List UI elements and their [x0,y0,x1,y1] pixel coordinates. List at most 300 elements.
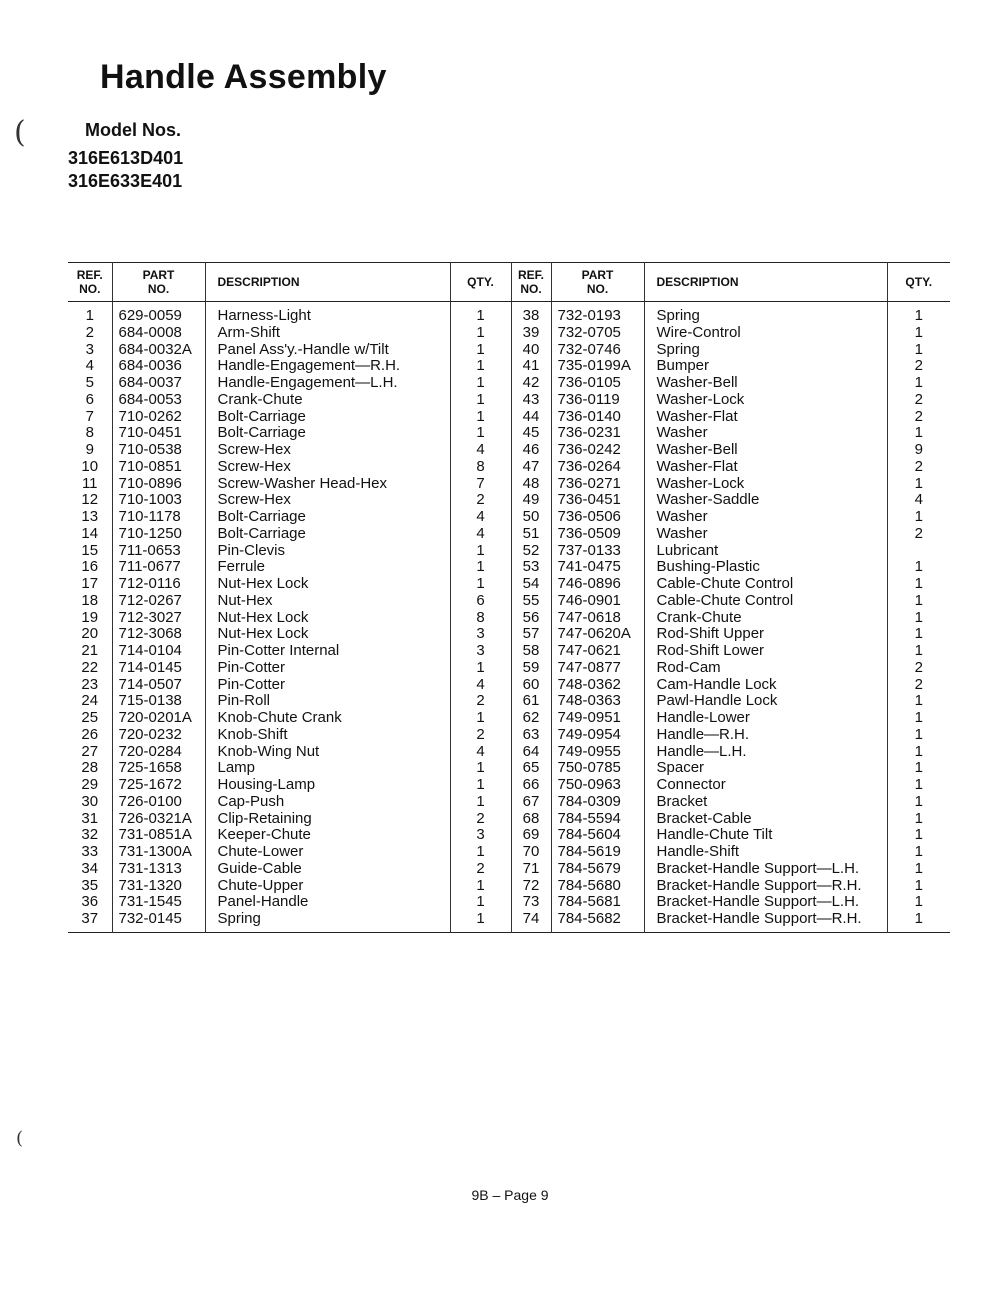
qty-cell: 1 [450,710,511,727]
description-cell: Washer-Bell [644,375,887,392]
part-no-cell: 710-0451 [112,425,205,442]
part-no-header: PART NO. [551,263,644,302]
part-no-cell: 726-0321A [112,811,205,828]
description-cell: Pawl-Handle Lock [644,693,887,710]
description-cell: Screw-Hex [205,492,450,509]
qty-cell: 1 [887,911,950,932]
qty-cell: 1 [887,325,950,342]
qty-cell: 1 [450,660,511,677]
qty-cell: 2 [887,526,950,543]
table-row [68,744,950,761]
description-cell: Screw-Hex [205,459,450,476]
qty-cell: 1 [887,777,950,794]
scan-mark: ( [14,115,26,150]
table-row [68,358,950,375]
qty-cell: 2 [887,392,950,409]
part-no-cell: 750-0785 [551,760,644,777]
description-cell: Harness-Light [205,302,450,325]
ref-no-cell: 69 [511,827,551,844]
part-no-cell: 710-1250 [112,526,205,543]
qty-cell: 3 [450,626,511,643]
part-no-cell: 732-0145 [112,911,205,932]
ref-no-cell: 51 [511,526,551,543]
part-no-cell: 731-1545 [112,894,205,911]
qty-cell: 1 [887,827,950,844]
qty-cell: 1 [450,543,511,560]
part-no-cell: 748-0363 [551,693,644,710]
description-cell: Spacer [644,760,887,777]
ref-no-cell: 73 [511,894,551,911]
part-no-cell: 684-0036 [112,358,205,375]
part-no-cell: 784-5594 [551,811,644,828]
part-no-cell: 736-0242 [551,442,644,459]
ref-no-cell: 17 [81,576,99,592]
qty-cell: 4 [887,492,950,509]
table-row [68,794,950,811]
part-no-cell: 784-5681 [551,894,644,911]
description-cell: Guide-Cable [205,861,450,878]
qty-cell: 1 [887,760,950,777]
description-cell: Bumper [644,358,887,375]
ref-no-cell: 59 [511,660,551,677]
description-cell: Washer [644,425,887,442]
ref-no-cell: 70 [511,844,551,861]
ref-no-cell: 71 [511,861,551,878]
ref-no-cell: 68 [511,811,551,828]
part-no-cell: 725-1658 [112,760,205,777]
qty-cell: 1 [450,576,511,593]
qty-cell: 1 [450,894,511,911]
part-no-cell: 710-1178 [112,509,205,526]
ref-no-cell: 5 [85,375,94,391]
table-row [68,878,950,895]
part-no-cell: 731-1313 [112,861,205,878]
ref-no-cell: 23 [81,676,99,693]
description-cell: Pin-Cotter [205,660,450,677]
ref-no-cell: 74 [511,911,551,932]
part-no-cell: 732-0705 [551,325,644,342]
part-no-cell: 711-0677 [112,559,205,576]
ref-no-cell: 27 [81,743,99,760]
ref-no-cell: 50 [511,509,551,526]
description-cell: Rod-Shift Lower [644,643,887,660]
description-cell: Clip-Retaining [205,811,450,828]
description-cell: Wire-Control [644,325,887,342]
qty-cell: 3 [450,643,511,660]
description-cell: Lamp [205,760,450,777]
part-no-cell: 712-0116 [112,576,205,593]
table-row [68,643,950,660]
ref-no-cell: 55 [511,593,551,610]
description-cell: Bolt-Carriage [205,409,450,426]
ref-no-cell: 37 [81,911,99,927]
description-cell: Screw-Washer Head-Hex [205,476,450,493]
part-no-cell: 749-0951 [551,710,644,727]
part-no-cell: 712-3027 [112,610,205,627]
ref-no-cell: 13 [81,509,99,525]
ref-no-cell: 72 [511,878,551,895]
part-no-cell: 710-0896 [112,476,205,493]
ref-no-header: REF. NO. [511,263,551,302]
description-cell: Pin-Roll [205,693,450,710]
ref-no-cell: 65 [511,760,551,777]
part-no-cell: 720-0201A [112,710,205,727]
part-no-cell: 714-0104 [112,643,205,660]
qty-cell: 1 [450,392,511,409]
table-row [68,459,950,476]
description-cell: Crank-Chute [644,610,887,627]
table-row [68,760,950,777]
part-no-cell: 712-0267 [112,593,205,610]
description-cell: Nut-Hex Lock [205,576,450,593]
qty-cell: 4 [450,677,511,694]
table-row [68,442,950,459]
model-number: 316E633E401 [68,171,183,191]
table-row [68,811,950,828]
part-no-cell: 629-0059 [112,302,205,325]
part-no-cell: 741-0475 [551,559,644,576]
ref-no-cell: 49 [511,492,551,509]
ref-no-cell: 35 [81,877,99,894]
ref-no-cell: 39 [511,325,551,342]
ref-no-cell: 66 [511,777,551,794]
part-no-cell: 710-0851 [112,459,205,476]
ref-no-cell: 2 [85,324,94,341]
ref-no-cell: 30 [81,793,99,810]
table-row [68,302,950,325]
ref-no-cell: 61 [511,693,551,710]
qty-cell: 2 [887,459,950,476]
ref-no-cell: 6 [85,391,94,408]
ref-no-cell: 41 [511,358,551,375]
part-no-cell: 784-5619 [551,844,644,861]
ref-no-cell: 56 [511,610,551,627]
ref-no-cell: 15 [81,542,99,559]
ref-no-cell: 28 [81,760,99,777]
qty-cell: 1 [887,844,950,861]
description-cell: Handle-Engagement—R.H. [205,358,450,375]
part-no-cell: 736-0506 [551,509,644,526]
ref-no-cell: 7 [85,408,94,425]
description-cell: Screw-Hex [205,442,450,459]
part-no-cell: 710-1003 [112,492,205,509]
part-no-cell: 731-0851A [112,827,205,844]
ref-no-cell: 47 [511,459,551,476]
description-cell: Pin-Clevis [205,543,450,560]
part-no-cell: 746-0896 [551,576,644,593]
part-no-header: PART NO. [112,263,205,302]
ref-no-cell: 45 [511,425,551,442]
description-cell: Cap-Push [205,794,450,811]
ref-no-cell: 67 [511,794,551,811]
part-no-cell: 746-0901 [551,593,644,610]
description-cell: Bracket-Handle Support—L.H. [644,861,887,878]
table-row [68,476,950,493]
table-row [68,559,950,576]
description-cell: Cam-Handle Lock [644,677,887,694]
part-no-cell: 732-0746 [551,342,644,359]
ref-no-cell: 38 [511,302,551,325]
part-no-cell: 784-5682 [551,911,644,932]
part-no-cell: 732-0193 [551,302,644,325]
qty-header: QTY. [450,263,511,302]
qty-cell: 1 [887,342,950,359]
part-no-cell: 714-0145 [112,660,205,677]
table-row [68,844,950,861]
ref-no-cell: 58 [511,643,551,660]
qty-cell: 1 [887,476,950,493]
ref-no-cell: 20 [81,626,99,643]
table-row [68,543,950,560]
table-row [68,342,950,359]
part-no-cell: 736-0509 [551,526,644,543]
qty-cell: 1 [450,358,511,375]
part-no-cell: 737-0133 [551,543,644,560]
table-row [68,492,950,509]
table-row [68,593,950,610]
ref-no-cell: 52 [511,543,551,560]
description-cell: Knob-Wing Nut [205,744,450,761]
qty-cell: 1 [887,593,950,610]
part-no-cell: 711-0653 [112,543,205,560]
qty-cell: 1 [450,342,511,359]
qty-cell: 1 [887,302,950,325]
qty-cell: 1 [887,610,950,627]
part-no-cell: 710-0262 [112,409,205,426]
qty-cell: 2 [450,492,511,509]
ref-no-cell: 42 [511,375,551,392]
description-cell: Panel-Handle [205,894,450,911]
model-number: 316E613D401 [68,148,184,168]
description-cell: Bracket-Cable [644,811,887,828]
qty-cell: 1 [887,559,950,576]
ref-no-cell: 19 [81,609,99,626]
part-no-cell: 725-1672 [112,777,205,794]
ref-no-cell: 9 [85,442,94,458]
qty-cell: 2 [450,861,511,878]
description-cell: Ferrule [205,559,450,576]
description-cell: Washer [644,526,887,543]
qty-cell: 1 [887,744,950,761]
part-no-cell: 736-0119 [551,392,644,409]
part-no-cell: 750-0963 [551,777,644,794]
qty-cell: 2 [887,409,950,426]
ref-no-cell: 44 [511,409,551,426]
table-row [68,827,950,844]
part-no-cell: 749-0955 [551,744,644,761]
ref-no-cell: 31 [81,810,99,827]
ref-no-cell: 46 [511,442,551,459]
part-no-cell: 720-0284 [112,744,205,761]
qty-cell: 1 [887,794,950,811]
table-header-row [68,263,950,302]
description-cell: Knob-Chute Crank [205,710,450,727]
table-row [68,727,950,744]
ref-no-cell: 48 [511,476,551,493]
description-cell: Nut-Hex Lock [205,610,450,627]
ref-no-cell: 33 [81,844,99,860]
part-no-cell: 736-0231 [551,425,644,442]
qty-cell: 1 [887,710,950,727]
ref-no-cell: 36 [81,894,99,911]
description-cell: Handle—L.H. [644,744,887,761]
qty-cell: 3 [450,827,511,844]
description-cell: Spring [644,342,887,359]
qty-cell: 6 [450,593,511,610]
ref-no-cell: 54 [511,576,551,593]
description-cell: Bracket-Handle Support—L.H. [644,894,887,911]
part-no-cell: 684-0032A [112,342,205,359]
table-row [68,409,950,426]
qty-cell: 8 [450,459,511,476]
description-header: DESCRIPTION [644,263,887,302]
table-row [68,677,950,694]
description-cell: Pin-Cotter [205,677,450,694]
part-no-cell: 784-5680 [551,878,644,895]
qty-cell: 2 [887,660,950,677]
qty-cell: 2 [450,727,511,744]
qty-cell: 1 [887,878,950,895]
ref-no-cell: 53 [511,559,551,576]
description-cell: Bolt-Carriage [205,425,450,442]
part-no-cell: 748-0362 [551,677,644,694]
part-no-cell: 726-0100 [112,794,205,811]
ref-no-cell: 26 [81,726,99,743]
ref-no-cell: 14 [81,525,99,542]
qty-cell: 2 [887,358,950,375]
table-row [68,626,950,643]
ref-no-cell: 18 [81,592,99,609]
qty-cell: 2 [450,811,511,828]
description-cell: Connector [644,777,887,794]
description-cell: Chute-Upper [205,878,450,895]
ref-no-cell: 10 [81,458,99,475]
table-row [68,325,950,342]
table-row [68,894,950,911]
part-no-cell: 747-0620A [551,626,644,643]
qty-cell: 1 [450,559,511,576]
description-cell: Handle-Lower [644,710,887,727]
part-no-cell: 747-0618 [551,610,644,627]
description-cell: Knob-Shift [205,727,450,744]
qty-cell: 1 [450,794,511,811]
qty-cell: 1 [887,727,950,744]
table-row [68,526,950,543]
qty-cell: 1 [887,375,950,392]
table-row [68,911,950,932]
page-title: Handle Assembly [100,58,387,96]
ref-no-cell: 29 [81,777,99,793]
table-row [68,425,950,442]
ref-no-header: REF. NO. [68,263,112,302]
part-no-cell: 736-0140 [551,409,644,426]
description-cell: Washer-Saddle [644,492,887,509]
qty-cell: 1 [887,894,950,911]
qty-cell: 1 [450,325,511,342]
description-cell: Arm-Shift [205,325,450,342]
part-no-cell: 784-5679 [551,861,644,878]
part-no-cell: 712-3068 [112,626,205,643]
description-cell: Spring [644,302,887,325]
ref-no-cell: 24 [81,693,99,710]
qty-cell: 1 [887,576,950,593]
model-numbers-label: Model Nos. [85,120,182,140]
table-row [68,710,950,727]
description-cell: Washer-Bell [644,442,887,459]
description-cell: Handle—R.H. [644,727,887,744]
qty-cell: 1 [887,643,950,660]
description-cell: Nut-Hex Lock [205,626,450,643]
description-cell: Nut-Hex [205,593,450,610]
qty-cell: 1 [450,760,511,777]
description-cell: Washer-Lock [644,476,887,493]
part-no-cell: 747-0621 [551,643,644,660]
ref-no-cell: 40 [511,342,551,359]
qty-cell: 1 [450,777,511,794]
qty-header: QTY. [887,263,950,302]
table-row [68,861,950,878]
ref-no-cell: 34 [81,860,99,877]
part-no-cell: 736-0105 [551,375,644,392]
qty-cell: 1 [450,844,511,861]
description-cell: Washer [644,509,887,526]
qty-cell: 1 [450,911,511,932]
qty-cell: 8 [450,610,511,627]
description-header: DESCRIPTION [205,263,450,302]
ref-no-cell: 43 [511,392,551,409]
part-no-cell: 784-0309 [551,794,644,811]
ref-no-cell: 25 [81,710,99,726]
description-cell: Chute-Lower [205,844,450,861]
part-no-cell: 731-1320 [112,878,205,895]
part-no-cell: 784-5604 [551,827,644,844]
part-no-cell: 735-0199A [551,358,644,375]
qty-cell [887,543,950,560]
description-cell: Washer-Lock [644,392,887,409]
qty-cell: 9 [887,442,950,459]
ref-no-cell: 4 [85,358,94,375]
qty-cell: 1 [887,811,950,828]
description-cell: Rod-Shift Upper [644,626,887,643]
table-row [68,375,950,392]
ref-no-cell: 1 [85,307,94,324]
table-row [68,509,950,526]
description-cell: Housing-Lamp [205,777,450,794]
part-no-cell: 720-0232 [112,727,205,744]
part-no-cell: 749-0954 [551,727,644,744]
table-row [68,392,950,409]
description-cell: Bracket-Handle Support—R.H. [644,878,887,895]
qty-cell: 4 [450,744,511,761]
qty-cell: 1 [887,626,950,643]
ref-no-cell: 57 [511,626,551,643]
qty-cell: 7 [450,476,511,493]
qty-cell: 1 [450,302,511,325]
description-cell: Bracket [644,794,887,811]
page-footer: 9B – Page 9 [471,1187,549,1203]
part-no-cell: 684-0037 [112,375,205,392]
description-cell: Cable-Chute Control [644,593,887,610]
description-cell: Handle-Chute Tilt [644,827,887,844]
table-row [68,610,950,627]
qty-cell: 4 [450,509,511,526]
qty-cell: 2 [450,693,511,710]
scan-mark: ( [16,1128,24,1149]
ref-no-cell: 62 [511,710,551,727]
part-no-cell: 715-0138 [112,693,205,710]
ref-no-cell: 21 [81,643,99,659]
qty-cell: 1 [450,425,511,442]
